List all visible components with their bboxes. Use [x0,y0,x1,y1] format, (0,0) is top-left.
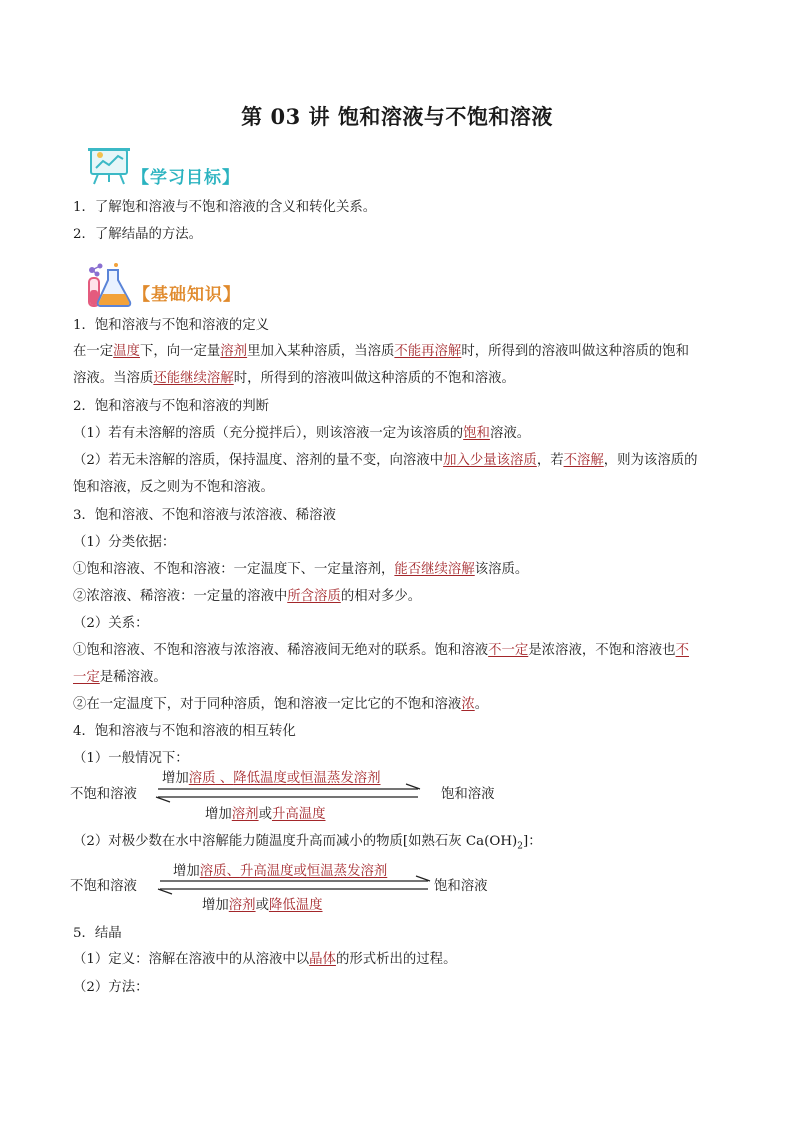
answer-blank: 降低温度 [268,898,323,913]
answer-blank: 温度 [113,344,140,359]
answer-blank: 还能继续溶解 [153,371,234,386]
answer-blank: 不 [675,643,689,658]
forward-condition [162,767,381,786]
answer-blank: 溶剂 [220,344,248,359]
basics-label: 【基础知识】 [133,285,241,305]
text-line: 饱和溶液，反之则为不饱和溶液。 [73,480,274,495]
text-line [73,641,723,661]
text: 的形式析出的过程。 [335,952,457,967]
reverse-condition [205,803,326,822]
text: ]： [523,834,542,849]
text-line [73,695,723,715]
text: 或 [293,864,307,879]
section-heading: 5．结晶 [73,926,122,941]
text: ，若 [536,453,564,468]
subheading: （2）关系： [73,616,149,631]
text: 里加入某种溶质，当溶质 [247,344,395,359]
answer-blank: 溶剂 [231,807,259,822]
text: 是稀溶液。 [99,670,167,685]
subheading: （1）一般情况下： [73,751,189,766]
answer-blank: 不溶解 [563,453,604,468]
forward-condition [173,860,387,879]
text-line [73,369,723,389]
answer-blank: 溶质 [199,864,227,879]
text: 的相对多少。 [340,589,422,604]
text-line [73,342,723,362]
answer-blank: 浓 [461,697,475,712]
section-heading: 4．饱和溶液与不饱和溶液的相互转化 [73,724,296,739]
answer-blank: 升高温度 [239,864,294,879]
text-line [73,451,723,471]
subscript: 2 [517,841,524,852]
objective-item: 1．了解饱和溶液与不饱和溶液的含义和转化关系。 [73,200,377,215]
answer-blank: 升高温度 [271,807,326,822]
text: 是浓溶液，不饱和溶液也 [528,643,676,658]
unsaturated-label: 不饱和溶液 [70,787,137,802]
text-line [73,950,723,970]
text: ，则为该溶质的 [603,453,698,468]
text: （1）若有未溶解的溶质（充分搅拌后），则该溶液一定为该溶质的 [73,426,464,441]
objectives-label: 【学习目标】 [132,168,240,188]
section-heading: 3．饱和溶液、不饱和溶液与浓溶液、稀溶液 [73,508,336,523]
text-line [73,587,723,607]
text: 在一定 [73,344,114,359]
text: ②浓溶液、稀溶液：一定量的溶液中 [73,589,288,604]
section-heading: 1．饱和溶液与不饱和溶液的定义 [73,318,269,333]
conversion-diagram-caoh2 [70,862,630,932]
answer-blank: 不一定 [488,643,529,658]
answer-blank: 溶剂 [228,898,256,913]
text: （2）若无未溶解的溶质，保持温度、溶剂的量不变，向溶液中 [73,453,444,468]
answer-blank: 一定 [73,670,100,685]
text-line [73,424,723,444]
answer-blank: 饱和 [463,426,490,441]
text: （2）对极少数在水中溶解能力随温度升高而减小的物质[如熟石灰 Ca(OH) [73,834,518,849]
text: 下，向一定量 [139,344,221,359]
text: （1）定义：溶解在溶液中的从溶液中以 [73,952,310,967]
text: ①饱和溶液、不饱和溶液：一定温度下、一定量溶剂， [73,562,395,577]
answer-blank: 加入少量该溶质 [443,453,537,468]
unsaturated-label: 不饱和溶液 [70,879,137,894]
section-heading: 2．饱和溶液与不饱和溶液的判断 [73,399,269,414]
subheading [73,832,723,857]
answer-blank: 、 [215,771,234,786]
chemistry-flask-icon [84,262,134,312]
answer-blank: 恒温蒸发溶剂 [300,771,381,786]
conversion-diagram-general [70,770,630,840]
text: 时，所得到的溶液叫做这种溶质的不饱和溶液。 [233,371,515,386]
answer-blank: 晶体 [309,952,336,967]
text-line: （2）方法： [73,980,149,995]
text: 该溶质。 [474,562,529,577]
text: 增加 [202,898,229,913]
text: 。 [474,697,489,712]
text: 时，所得到的溶液叫做这种溶质的饱和 [461,344,689,359]
answer-blank: 、 [226,864,240,879]
answer-blank: 不能再溶解 [394,344,462,359]
text: 或 [255,898,269,913]
text: 溶液。当溶质 [73,371,154,386]
text: 或 [258,807,272,822]
text: 增加 [205,807,232,822]
text: ①饱和溶液、不饱和溶液与浓溶液、稀溶液间无绝对的联系。饱和溶液 [73,643,489,658]
page-title: 第 03 讲 饱和溶液与不饱和溶液 [241,104,553,129]
answer-blank: 溶质 [188,771,216,786]
subheading: （1）分类依据： [73,535,176,550]
text: ②在一定温度下，对于同种溶质，饱和溶液一定比它的不饱和溶液 [73,697,462,712]
text: 增加 [162,771,189,786]
saturated-label: 饱和溶液 [434,879,488,894]
text-line [73,560,723,580]
text: 或 [286,771,301,786]
answer-blank: 能否继续溶解 [394,562,475,577]
answer-blank: 恒温蒸发溶剂 [306,864,388,879]
answer-blank: 所含溶质 [287,589,341,604]
presentation-board-icon [88,146,134,190]
objective-item: 2．了解结晶的方法。 [73,227,203,242]
text: 溶液。 [489,426,531,441]
answer-blank: 降低温度 [233,771,287,786]
reverse-condition [202,894,323,913]
saturated-label: 饱和溶液 [441,787,495,802]
text: 增加 [173,864,200,879]
text-line [73,668,723,688]
